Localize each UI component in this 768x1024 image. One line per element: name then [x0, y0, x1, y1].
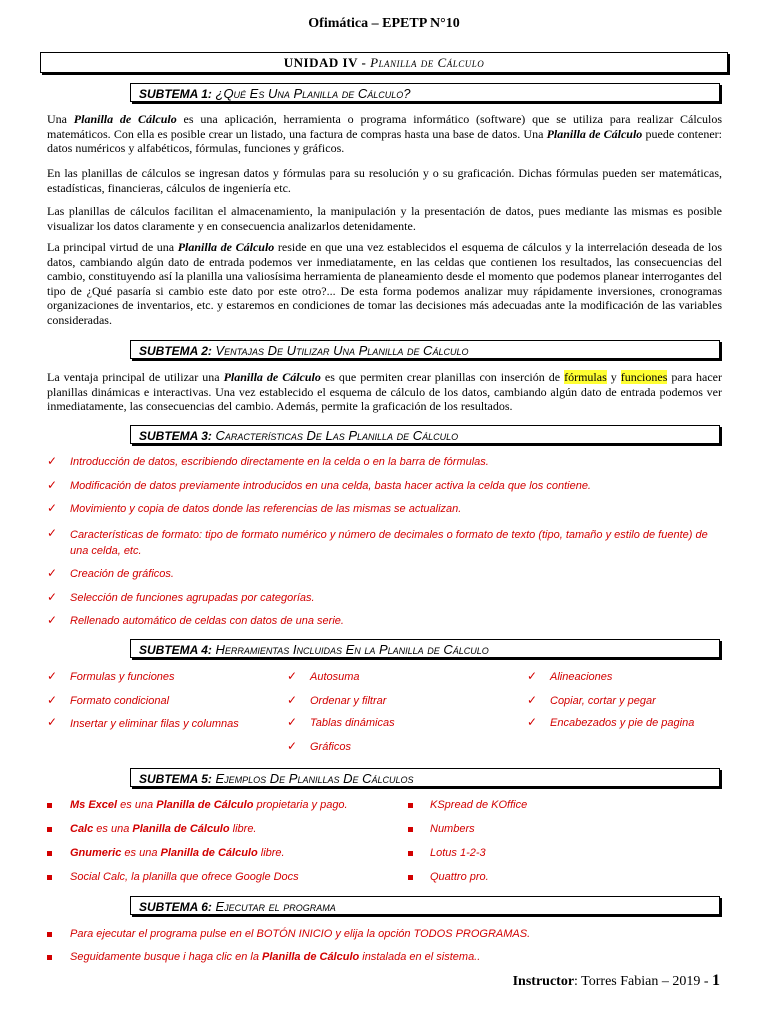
bullet-square-icon [47, 932, 52, 937]
footer-label: Instructor [512, 974, 575, 989]
subtema-5-heading: SUBTEMA 5: Ejemplos De Planillas De Cálculos [130, 768, 720, 787]
list-item: Gnumeric es una Planilla de Cálculo libre. [70, 847, 285, 859]
unit-label: UNIDAD IV - [283, 55, 371, 70]
list-item: Ordenar y filtrar [310, 695, 387, 707]
checkmark-icon: ✓ [47, 501, 58, 515]
list-item: Movimiento y copia de datos donde las referencias de las mismas se actualizan. [70, 503, 462, 515]
list-item: Formulas y funciones [70, 671, 175, 683]
checkmark-icon: ✓ [47, 693, 58, 707]
list-item: Para ejecutar el programa pulse en el BOTÓN INICIO y elija la opción TODOS PROGRAMAS. [70, 928, 531, 940]
list-item: Selección de funciones agrupadas por categorías. [70, 592, 315, 604]
list-item: Numbers [430, 823, 475, 835]
checkmark-icon: ✓ [47, 526, 58, 540]
list-item: Creación de gráficos. [70, 568, 174, 580]
checkmark-icon: ✓ [287, 693, 298, 707]
checkmark-icon: ✓ [47, 454, 58, 468]
checkmark-icon: ✓ [47, 613, 58, 627]
bullet-square-icon [408, 851, 413, 856]
subtema-6-heading: SUBTEMA 6: Ejecutar el programa [130, 896, 720, 915]
checkmark-icon: ✓ [527, 715, 538, 729]
unit-title-box [40, 52, 728, 73]
list-item: Rellenado automático de celdas con datos de una serie. [70, 615, 344, 627]
unit-name: Planilla de Cálculo [370, 55, 485, 70]
list-item: Encabezados y pie de pagina [550, 717, 695, 729]
list-item: Autosuma [310, 671, 360, 683]
checkmark-icon: ✓ [47, 566, 58, 580]
checkmark-icon: ✓ [287, 739, 298, 753]
checkmark-icon: ✓ [527, 693, 538, 707]
list-item: Tablas dinámicas [310, 717, 395, 729]
list-item: Gráficos [310, 741, 351, 753]
checkmark-icon: ✓ [47, 669, 58, 683]
bullet-square-icon [408, 803, 413, 808]
checkmark-icon: ✓ [287, 669, 298, 683]
list-item: Lotus 1-2-3 [430, 847, 486, 859]
bullet-square-icon [47, 803, 52, 808]
s1-paragraph-1: Una Planilla de Cálculo es una aplicación, herramienta o programa informático (software) que se utiliza para realizar Cálculos matemáticos. Con ella es posible crear un listado, una factura de compras hasta una base de datos. Una Planilla de Cálculo puede contener: datos numéricos y alfabéticos, fórmulas, funciones y gráficos. [47, 112, 722, 155]
list-item: Copiar, cortar y pegar [550, 695, 656, 707]
s2-paragraph: La ventaja principal de utilizar una Planilla de Cálculo es que permiten crear planillas con inserción de fórmulas y funciones para hacer planillas dinámicas e interactivas. Una vez establecido el esquema de cálculo de los datos, cambiando algún dato de entrada podemos ver inmediatamente, las consecuencias del cambio. Además, permite la graficación de los resultados. [47, 370, 723, 413]
bullet-square-icon [47, 955, 52, 960]
s1-paragraph-2: En las planillas de cálculos se ingresan datos y fórmulas para su resolución y o su graficación. Dichas fórmulas pueden ser matemáticas, estadísticas, financieras, cálculos de ingeniería etc. [47, 166, 722, 195]
checkmark-icon: ✓ [287, 715, 298, 729]
list-item: Calc es una Planilla de Cálculo libre. [70, 823, 257, 835]
bullet-square-icon [47, 851, 52, 856]
list-item: Insertar y eliminar filas y columnas [70, 718, 239, 730]
bullet-square-icon [408, 827, 413, 832]
s1-paragraph-3: Las planillas de cálculos facilitan el almacenamiento, la manipulación y la presentación de datos, pues mediante las mismas es posible visualizar los datos claramente y en consecuencia analizarlos detenidamente. [47, 204, 722, 233]
list-item: Formato condicional [70, 695, 170, 707]
list-item: Quattro pro. [430, 871, 489, 883]
subtema-3-heading: SUBTEMA 3: Características De Las Planilla de Cálculo [130, 425, 720, 444]
page-header: Ofimática – EPETP N°10 [308, 16, 460, 31]
checkmark-icon: ✓ [47, 590, 58, 604]
subtema-4-heading: SUBTEMA 4: Herramientas Incluidas En la Planilla de Cálculo [130, 639, 720, 658]
list-item: Características de formato: tipo de formato numérico y número de decimales o formato de texto (tipo, tamaño y estilo de fuente) de una celda, etc. [70, 529, 708, 557]
checkmark-icon: ✓ [47, 715, 58, 729]
s1-paragraph-4: La principal virtud de una Planilla de Cálculo reside en que una vez establecidos el esquema de cálculos y la interrelación deseada de los datos, cambiando algún dato de entrada podemos ver inmediatamente, en las celdas que contienen los resultados, las consecuencias del cambio, constituyendo así la planilla una valiosísima herramienta de planeamiento desde el momento que podemos planear interrogantes del tipo de ¿Qué pasaría si cambio este dato por este otro?... De esta forma podemos analizar muy rápidamente inversiones, cronogramas organizaciones de inventarios, etc. y estaremos en condiciones de tomar las decisiones más adecuadas ante la modificación de las variables consideradas. [47, 240, 723, 327]
subtema-1-heading [130, 83, 720, 102]
checkmark-icon: ✓ [47, 478, 58, 492]
list-item: Social Calc, la planilla que ofrece Google Docs [70, 871, 299, 883]
footer-author: : Torres Fabian – 2019 - [574, 974, 712, 989]
list-item: Seguidamente busque i haga clic en la Planilla de Cálculo instalada en el sistema.. [70, 951, 481, 963]
subtema-key: SUBTEMA 1: [139, 87, 212, 101]
list-item: Alineaciones [550, 671, 613, 683]
subtema-title: ¿Qué Es Una Planilla de Cálculo? [211, 86, 411, 101]
bullet-square-icon [47, 827, 52, 832]
page-number: 1 [712, 972, 720, 989]
bullet-square-icon [408, 875, 413, 880]
subtema-2-heading: SUBTEMA 2: Ventajas De Utilizar Una Planilla de Cálculo [130, 340, 720, 359]
list-item: Ms Excel es una Planilla de Cálculo propietaria y pago. [70, 799, 348, 811]
list-item: Modificación de datos previamente introducidos en una celda, basta hacer activa la celda que los contiene. [70, 480, 591, 492]
list-item: Introducción de datos, escribiendo directamente en la celda o en la barra de fórmulas. [70, 456, 489, 468]
list-item: KSpread de KOffice [430, 799, 528, 811]
page-footer [513, 972, 720, 990]
highlight-funciones: funciones [620, 370, 668, 384]
bullet-square-icon [47, 875, 52, 880]
highlight-formulas: fórmulas [564, 370, 607, 384]
checkmark-icon: ✓ [527, 669, 538, 683]
